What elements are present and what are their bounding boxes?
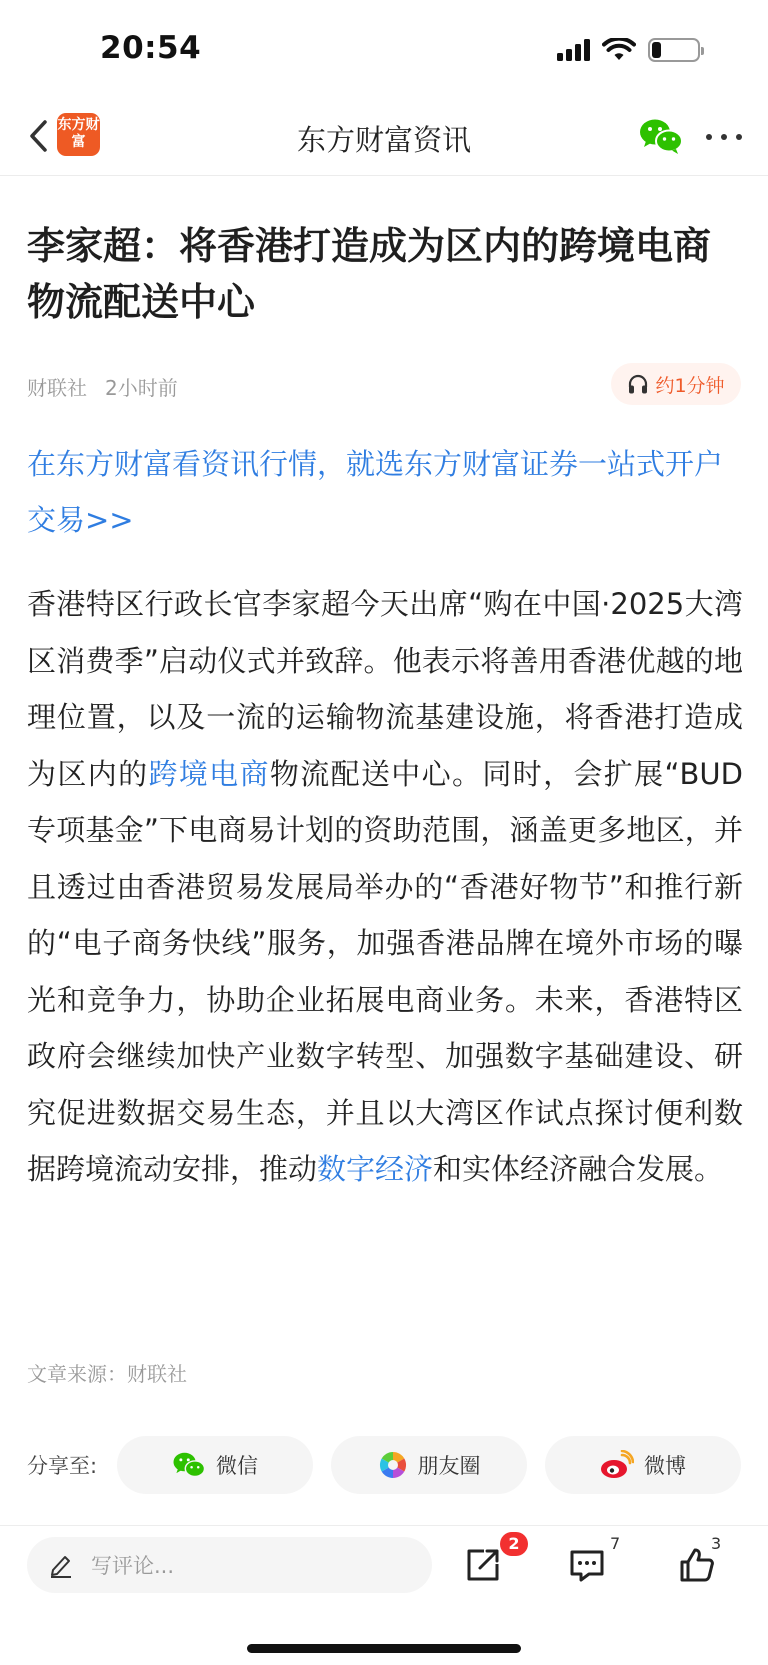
battery-level <box>652 42 661 58</box>
share-weibo-button[interactable] <box>545 1436 741 1494</box>
status-time: 20:54 <box>100 30 202 66</box>
like-count: 3 <box>711 1534 722 1553</box>
share-moments-button[interactable] <box>331 1436 527 1494</box>
article-meta <box>27 372 178 401</box>
listen-label: 约1分钟 <box>655 374 725 397</box>
article-source-note: 文章来源：财联社 <box>27 1362 187 1386</box>
wifi-icon <box>602 38 636 62</box>
status-bar <box>0 0 768 100</box>
body-paragraph-part: 和实体经济融合发展。 <box>433 1152 724 1186</box>
body-paragraph-part: 物流配送中心。同时，会扩展“BUD专项基金”下电商易计划的资助范围，涵盖更多地区，并且透过由香港贸易发展局举办的“香港好物节”和推行新的“电子商务快线”服务，加强香港品牌在境外市场的曝光和竞争力，协助企业拓展电商业务。未来，香港特区政府会继续加快产业数字转型、加强数字基础建设、研究促进数据交易生态，并且以大湾区作试点探讨便利数据跨境流动安排，推动 <box>27 756 743 1186</box>
comment-placeholder: 写评论... <box>91 1554 175 1578</box>
wechat-icon <box>638 116 684 156</box>
battery-icon <box>648 38 700 62</box>
share-label: 分享至: <box>27 1454 98 1478</box>
promo-link[interactable]: 在东方财富看资讯行情，就选东方财富证券一站式开户交易>> <box>27 447 724 537</box>
share-wechat-button[interactable] <box>117 1436 313 1494</box>
home-indicator <box>247 1644 521 1653</box>
comment-input[interactable] <box>27 1537 432 1593</box>
body-paragraph-part: 香港特区行政长官李家超今天出席“购在中国·2025大湾区消费季”启动仪式并致辞。他表示将善用香港优越的地理位置，以及一流的运输物流基建设施，将香港打造成为区内的 <box>27 587 743 791</box>
listen-button[interactable] <box>611 363 741 405</box>
keyword-link-cross-border-ecommerce[interactable]: 跨境电商 <box>148 756 270 791</box>
moments-icon <box>378 1450 408 1480</box>
status-icons <box>557 38 700 62</box>
comment-action-button[interactable] <box>562 1540 612 1590</box>
nav-bar <box>0 100 768 176</box>
share-external-icon <box>464 1546 502 1584</box>
bottom-action-bar <box>0 1525 768 1665</box>
article-source: 财联社 <box>27 376 87 400</box>
wechat-icon <box>172 1450 206 1480</box>
wechat-share-button[interactable] <box>638 116 684 156</box>
cellular-signal-icon <box>557 39 590 61</box>
share-count-badge: 2 <box>500 1532 528 1556</box>
comment-count: 7 <box>610 1534 621 1553</box>
more-button[interactable] <box>706 122 742 152</box>
article-body <box>27 576 743 1198</box>
headphones-icon <box>627 373 649 395</box>
article-time: 2小时前 <box>105 376 178 400</box>
pencil-icon <box>49 1552 73 1578</box>
weibo-icon <box>600 1450 634 1480</box>
page-title: 东方财富资讯 <box>296 123 471 157</box>
share-weibo-label: 微博 <box>644 1454 686 1478</box>
app-logo: 东方财富 <box>57 113 100 156</box>
more-dots-icon <box>706 134 712 140</box>
share-moments-label: 朋友圈 <box>417 1454 481 1478</box>
share-wechat-label: 微信 <box>216 1454 258 1478</box>
comment-icon <box>568 1546 606 1584</box>
article-headline: 李家超：将香港打造成为区内的跨境电商物流配送中心 <box>27 224 712 324</box>
keyword-link-digital-economy[interactable]: 数字经济 <box>317 1152 434 1186</box>
